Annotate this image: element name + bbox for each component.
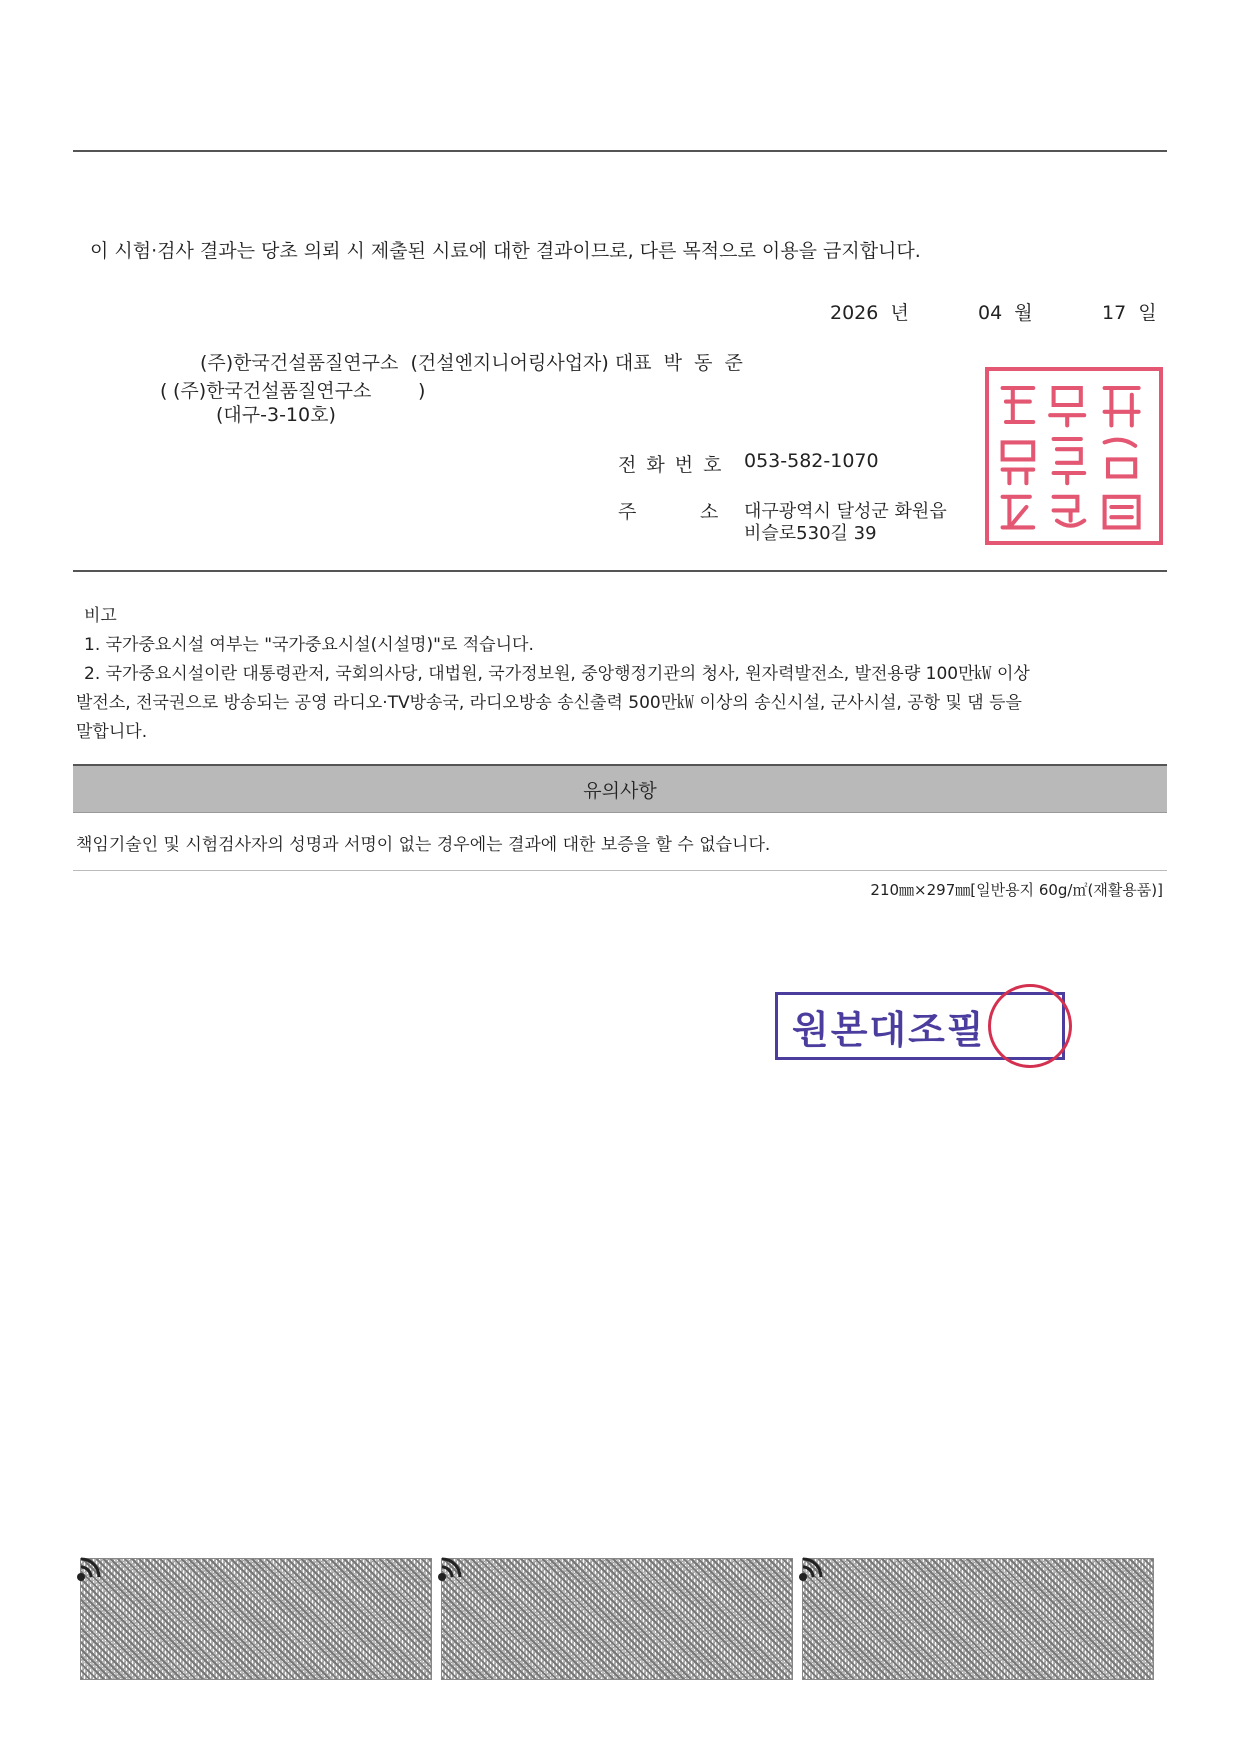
code-corner-icon <box>77 1555 103 1581</box>
notice-title: 유의사항 <box>583 779 657 802</box>
issuer-paren-open: ( <box>160 380 168 402</box>
address-line-1: 대구광역시 달성군 화원읍 <box>744 501 947 522</box>
address-label-2: 소 <box>700 501 719 523</box>
top-divider <box>73 150 1167 152</box>
remarks-item-2c: 말합니다. <box>76 722 148 742</box>
address-line-2: 비슬로530길 39 <box>744 523 877 544</box>
issuer-paren-close: ) <box>418 380 426 402</box>
issuer-sub-name: (주)한국건설품질연구소 <box>173 380 372 402</box>
notice-text: 책임기술인 및 시험검사자의 성명과 서명이 없는 경우에는 결과에 대한 보증을 할 수 없습니다. <box>76 835 771 855</box>
notice-divider <box>73 870 1167 871</box>
paper-spec: 210㎜×297㎜[일반용지 60g/㎡(재활용품)] <box>870 881 1163 899</box>
notice-header <box>73 764 1167 813</box>
phone-label: 전 화 번 호 <box>618 454 724 476</box>
stamp-text: 원본대조필 <box>792 1006 986 1052</box>
issuer-line: (주)한국건설품질연구소 (건설엔지니어링사업자) 대표 박 동 준 <box>200 352 743 374</box>
address-label-1: 주 <box>618 501 637 523</box>
phone-value: 053-582-1070 <box>744 450 879 472</box>
section-divider <box>73 570 1167 572</box>
remarks-item-1: 1. 국가중요시설 여부는 "국가중요시설(시설명)"로 적습니다. <box>84 635 534 655</box>
issuer-sub-reg: (대구-3-10호) <box>216 404 336 426</box>
code-corner-icon <box>438 1555 464 1581</box>
remarks-title: 비고 <box>84 606 117 626</box>
company-seal-image <box>985 367 1163 545</box>
date-month: 04 월 <box>978 302 1033 324</box>
verification-code-1 <box>80 1558 432 1680</box>
seal-glyphs <box>989 371 1159 541</box>
verification-code-3 <box>802 1558 1154 1680</box>
code-corner-icon <box>799 1555 825 1581</box>
date-year: 2026 년 <box>830 302 909 324</box>
remarks-item-2a: 2. 국가중요시설이란 대통령관저, 국회의사당, 대법원, 국가정보원, 중앙행정기관의 청사, 원자력발전소, 발전용량 100만㎾ 이상 <box>84 664 1030 684</box>
verification-code-2 <box>441 1558 793 1680</box>
stamp-seal-circle <box>988 984 1072 1068</box>
disclaimer-text: 이 시험·검사 결과는 당초 의뢰 시 제출된 시료에 대한 결과이므로, 다른 목적으로 이용을 금지합니다. <box>90 240 921 262</box>
date-day: 17 일 <box>1102 302 1157 324</box>
remarks-item-2b: 발전소, 전국권으로 방송되는 공영 라디오·TV방송국, 라디오방송 송신출력 500만㎾ 이상의 송신시설, 군사시설, 공항 및 댐 등을 <box>76 693 1022 713</box>
